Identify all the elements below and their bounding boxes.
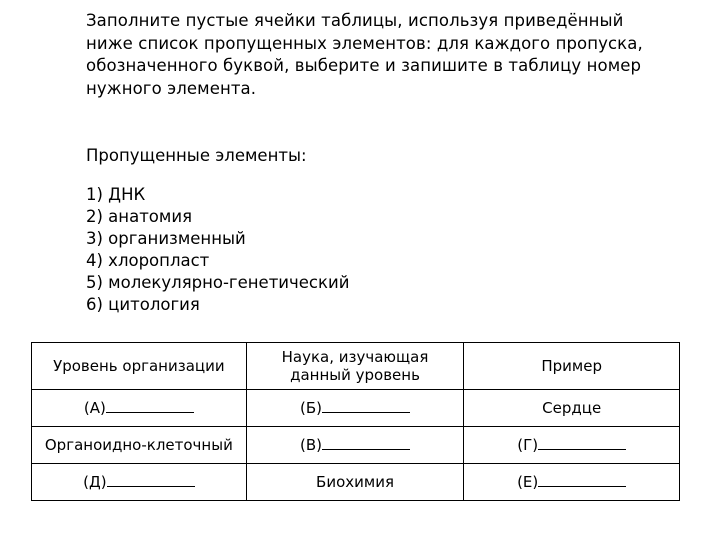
answer-blank[interactable] (538, 474, 626, 487)
table-cell: Органоидно-клеточный (32, 427, 247, 464)
instruction-line: ниже список пропущенных элементов: для каждого пропуска, (86, 33, 643, 53)
answer-blank[interactable] (107, 474, 195, 487)
missing-elements-title: Пропущенные элементы: (86, 146, 307, 165)
instruction-line: Заполните пустые ячейки таблицы, используя приведённый (86, 11, 624, 30)
table-row (32, 427, 680, 464)
cell-label: (Е) (517, 473, 539, 491)
option-item: 1) ДНК (86, 185, 146, 204)
table-cell: Сердце (464, 390, 680, 427)
option-item: 6) цитология (86, 295, 200, 314)
table-cell: Биохимия (246, 464, 464, 501)
table-row (32, 390, 680, 427)
option-item: 5) молекулярно-генетический (86, 273, 350, 292)
instruction-line: нужного элемента. (86, 78, 257, 98)
header-science: Наука, изучающая данный уровень (246, 343, 464, 390)
answer-table (31, 342, 680, 501)
answer-blank[interactable] (538, 437, 626, 450)
answer-blank[interactable] (322, 437, 410, 450)
table-row (32, 464, 680, 501)
task-instructions (86, 10, 706, 100)
option-item: 2) анатомия (86, 207, 192, 226)
cell-label: (А) (83, 399, 106, 417)
table-cell[interactable] (32, 464, 247, 501)
cell-label: (Г) (517, 436, 539, 454)
table-cell[interactable] (464, 464, 680, 501)
table-cell[interactable] (32, 390, 247, 427)
header-example: Пример (464, 343, 680, 390)
answer-blank[interactable] (106, 400, 194, 413)
table-header-row (32, 343, 680, 390)
table-cell[interactable] (246, 390, 464, 427)
instruction-line: обозначенного буквой, выберите и запишите в таблицу номер (86, 56, 642, 75)
cell-label: (В) (300, 436, 322, 454)
table-cell[interactable] (246, 427, 464, 464)
option-item: 3) организменный (86, 229, 246, 248)
answer-blank[interactable] (322, 400, 410, 413)
missing-elements-list (86, 184, 349, 316)
header-level: Уровень организации (32, 343, 247, 390)
option-item: 4) хлоропласт (86, 251, 210, 270)
cell-label: (Д) (83, 473, 107, 491)
cell-label: (Б) (300, 399, 322, 417)
table-cell[interactable] (464, 427, 680, 464)
